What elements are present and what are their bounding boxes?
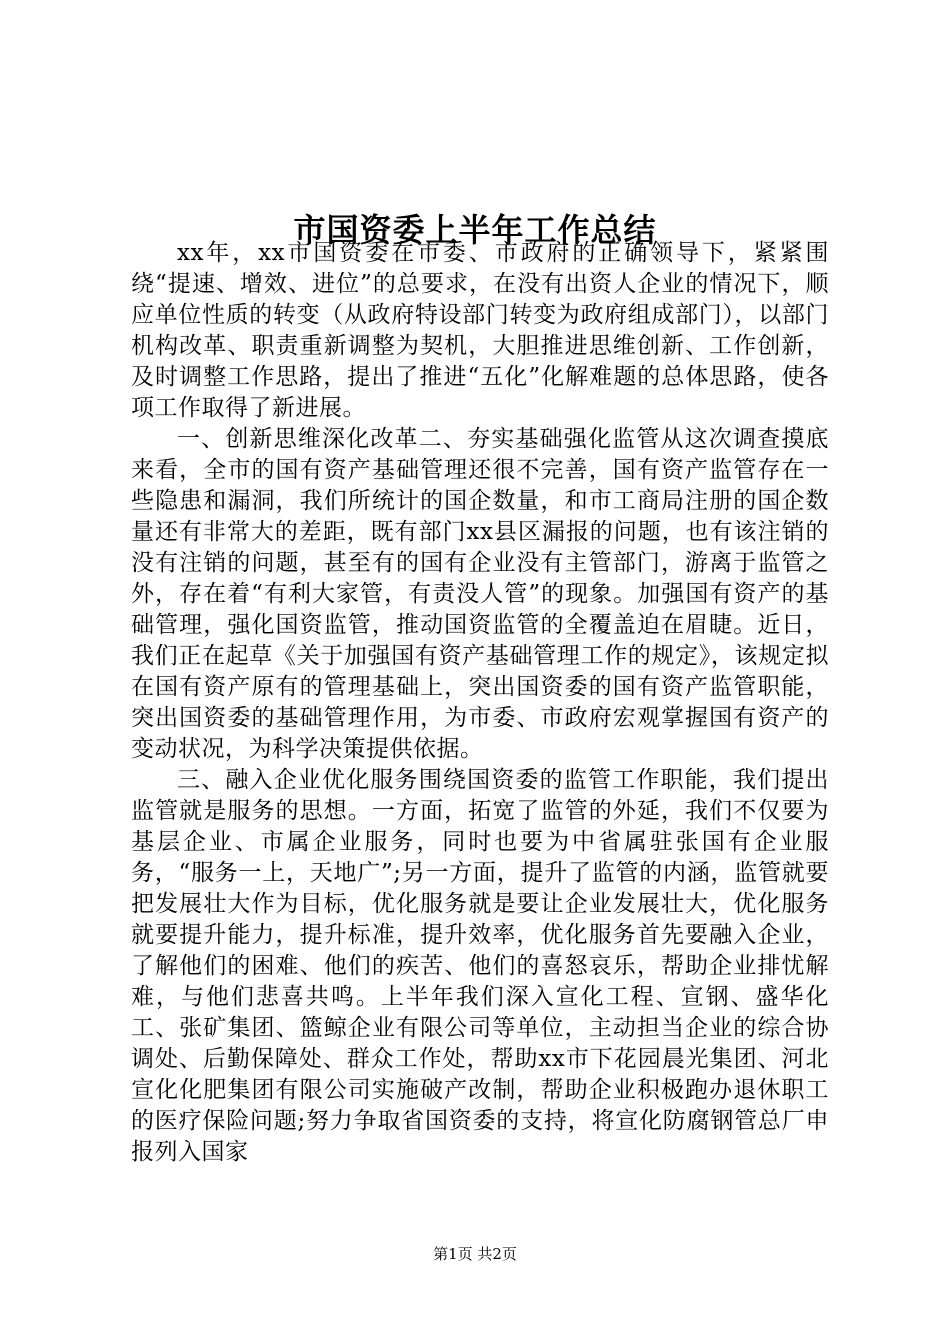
paragraph-section-one-two: 一、创新思维深化改革二、夯实基础强化监管从这次调查摸底来看，全市的国有资产基础管理还很不完善，国有资产监管存在一些隐患和漏洞，我们所统计的国企数量，和市工商局注册的国企数量还有非常大的差距，既有部门xx县区漏报的问题，也有该注销的没有注销的问题，甚至有的国有企业没有主管部门，游离于监管之外，存在着“有利大家管，有责没人管”的现象。加强国有资产的基础管理，强化国资监管，推动国资监管的全覆盖迫在眉睫。近日，我们正在起草《关于加强国有资产基础管理工作的规定》，该规定拟在国有资产原有的管理基础上，突出国资委的国有资产监管职能，突出国资委的基础管理作用，为市委、市政府宏观掌握国有资产的变动状况，为科学决策提供依据。 <box>131 426 829 762</box>
paragraph-section-three: 三、融入企业优化服务围绕国资委的监管工作职能，我们提出监管就是服务的思想。一方面，拓宽了监管的外延，我们不仅要为基层企业、市属企业服务，同时也要为中省属驻张国有企业服务，“服务一上，天地广”;另一方面，提升了监管的内涵，监管就要把发展壮大作为目标，优化服务就是要让企业发展壮大，优化服务就要提升能力，提升标准，提升效率，优化服务首先要融入企业，了解他们的困难、他们的疾苦、他们的喜怒哀乐，帮助企业排忧解难，与他们悲喜共鸣。上半年我们深入宣化工程、宣钢、盛华化工、张矿集团、篮鲸企业有限公司等单位，主动担当企业的综合协调处、后勤保障处、群众工作处，帮助xx市下花园晨光集团、河北宣化化肥集团有限公司实施破产改制，帮助企业积极跑办退休职工的医疗保险问题;努力争取省国资委的支持，将宣化防腐钢管总厂申报列入国家 <box>131 767 829 1165</box>
document-body <box>131 238 829 1168</box>
page-number-footer: 第1页 共2页 <box>433 1245 517 1263</box>
paragraph-intro: xx年，xx市国资委在市委、市政府的正确领导下，紧紧围绕“提速、增效、进位”的总要求，在没有出资人企业的情况下，顺应单位性质的转变（从政府特设部门转变为政府组成部门），以部门机构改革、职责重新调整为契机，大胆推进思维创新、工作创新，及时调整工作思路，提出了推进“五化”化解难题的总体思路，使各项工作取得了新进展。 <box>131 240 829 421</box>
document-title: 市国资委上半年工作总结 <box>293 211 657 250</box>
